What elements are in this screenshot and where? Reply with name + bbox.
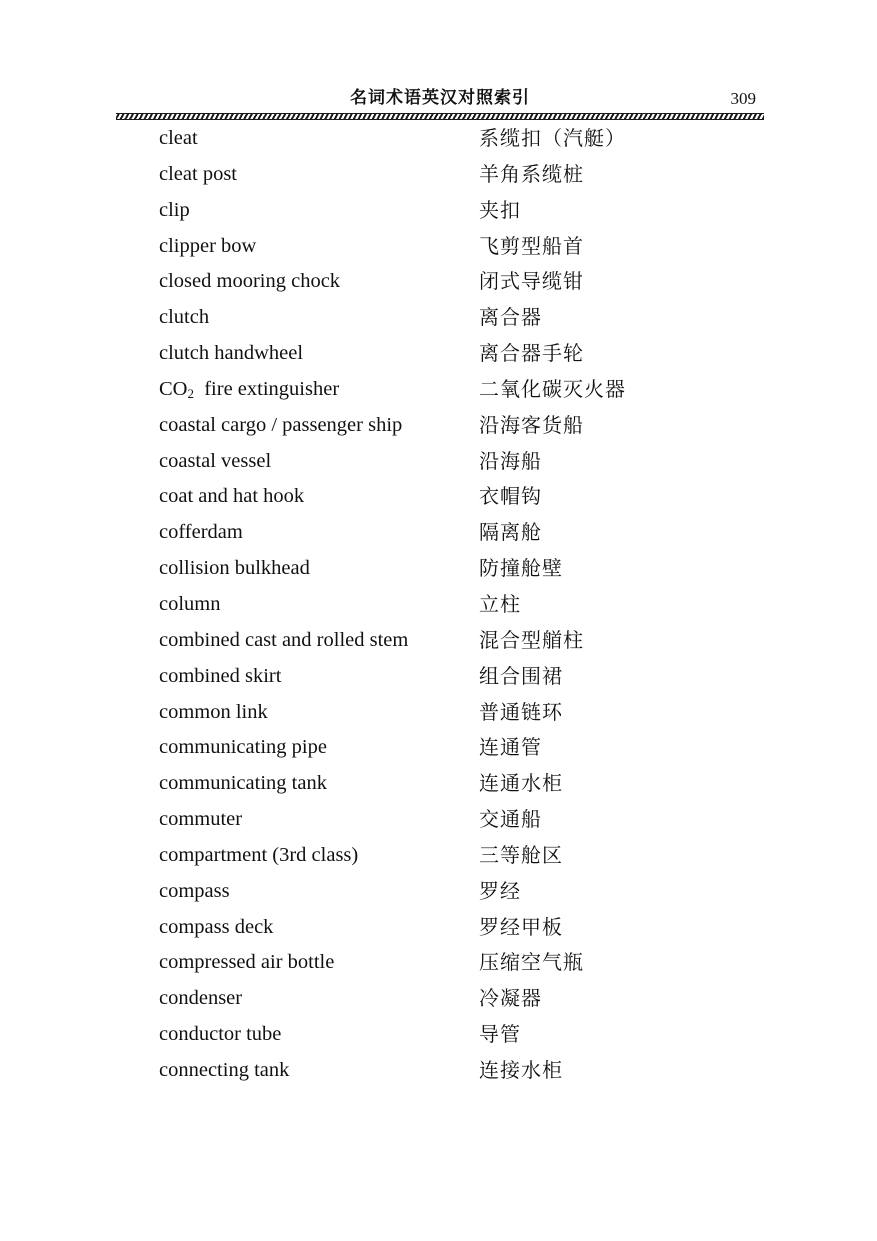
entry-term xyxy=(159,157,237,193)
entry-term-text: collision bulkhead xyxy=(159,557,310,580)
glossary-entry xyxy=(159,336,759,372)
glossary-entry xyxy=(159,193,759,229)
entry-translation: 混合型艏柱 xyxy=(479,627,584,652)
glossary-entry xyxy=(159,838,759,874)
entry-term xyxy=(159,623,408,659)
entry-term xyxy=(159,838,358,874)
entry-term-text: cleat xyxy=(159,127,198,149)
entry-translation: 连接水柜 xyxy=(479,1057,563,1082)
glossary-entry xyxy=(159,1053,759,1089)
entry-term-text: CO xyxy=(159,377,188,400)
entry-translation: 组合围裙 xyxy=(479,663,563,688)
entry-term xyxy=(159,659,281,695)
glossary-entry xyxy=(159,945,759,981)
entry-term-subscript: 2 xyxy=(187,385,194,401)
entry-term xyxy=(159,695,268,731)
entry-term xyxy=(159,372,339,408)
glossary-entry xyxy=(159,264,759,300)
page-number: 309 xyxy=(730,89,756,108)
glossary-entry-list xyxy=(159,121,759,1089)
entry-term-text: communicating tank xyxy=(159,772,327,795)
entry-term xyxy=(159,766,327,802)
glossary-entry xyxy=(159,229,759,265)
entry-term-text: common link xyxy=(159,700,268,723)
entry-term-text: combined cast and rolled stem xyxy=(159,628,409,651)
entry-term xyxy=(159,515,243,551)
entry-translation: 三等舱区 xyxy=(479,842,563,867)
entry-term xyxy=(159,408,402,444)
entry-translation: 立柱 xyxy=(479,591,521,616)
entry-term-text: cofferdam xyxy=(159,521,243,544)
running-title: 名词术语英汉对照索引 xyxy=(350,88,530,108)
entry-term xyxy=(159,444,271,480)
entry-term xyxy=(159,1053,289,1089)
entry-term-text: closed mooring chock xyxy=(159,270,341,293)
glossary-entry xyxy=(159,1017,759,1053)
entry-term xyxy=(159,874,230,910)
entry-term xyxy=(159,264,340,300)
page-header xyxy=(116,86,764,114)
entry-term xyxy=(159,587,221,623)
entry-term xyxy=(159,981,242,1017)
entry-translation: 羊角系缆桩 xyxy=(479,161,584,186)
glossary-entry xyxy=(159,659,759,695)
entry-translation: 飞剪型船首 xyxy=(479,233,584,258)
entry-term xyxy=(159,193,190,229)
entry-term-text: clipper bow xyxy=(159,234,257,257)
glossary-entry xyxy=(159,623,759,659)
glossary-entry xyxy=(159,910,759,946)
glossary-entry xyxy=(159,157,759,193)
entry-term-text: commuter xyxy=(159,808,243,831)
entry-term xyxy=(159,300,209,336)
glossary-entry xyxy=(159,981,759,1017)
entry-term-text: column xyxy=(159,592,221,615)
glossary-entry xyxy=(159,515,759,551)
entry-translation: 连通水柜 xyxy=(479,771,563,796)
entry-term-text: compressed air bottle xyxy=(159,951,335,974)
entry-term-text: coastal vessel xyxy=(159,449,272,472)
entry-term xyxy=(159,229,256,265)
entry-term-text: communicating pipe xyxy=(159,736,327,759)
entry-term-text: compass xyxy=(159,879,230,902)
entry-term xyxy=(159,336,303,372)
entry-translation: 防撞舱壁 xyxy=(479,556,563,581)
entry-term-text: condenser xyxy=(159,987,243,1010)
entry-term xyxy=(159,551,310,587)
entry-term xyxy=(159,802,242,838)
entry-term xyxy=(159,1017,281,1053)
entry-translation: 罗经甲板 xyxy=(479,914,563,939)
entry-translation: 交通船 xyxy=(479,807,542,832)
glossary-entry xyxy=(159,730,759,766)
glossary-entry xyxy=(159,300,759,336)
glossary-entry xyxy=(159,766,759,802)
entry-term-text: coastal cargo / passenger ship xyxy=(159,413,403,436)
header-rule xyxy=(116,113,764,120)
entry-translation: 冷凝器 xyxy=(479,986,542,1011)
glossary-entry xyxy=(159,372,759,408)
entry-translation: 衣帽钩 xyxy=(479,484,542,509)
entry-translation: 连通管 xyxy=(479,735,542,760)
entry-term-text: combined skirt xyxy=(159,664,282,687)
entry-term-text: cleat post xyxy=(159,162,237,185)
glossary-entry xyxy=(159,479,759,515)
entry-term-text: conductor tube xyxy=(159,1023,282,1046)
entry-term xyxy=(159,945,334,981)
glossary-entry xyxy=(159,408,759,444)
entry-term-text: coat and hat hook xyxy=(159,485,305,508)
entry-term-text: compass deck xyxy=(159,915,274,938)
glossary-entry xyxy=(159,802,759,838)
entry-translation: 罗经 xyxy=(479,878,521,903)
entry-translation: 闭式导缆钳 xyxy=(479,269,584,294)
glossary-entry xyxy=(159,874,759,910)
glossary-entry xyxy=(159,695,759,731)
glossary-entry xyxy=(159,121,759,157)
entry-term-text: clutch xyxy=(159,306,210,329)
entry-term xyxy=(159,730,327,766)
glossary-entry xyxy=(159,444,759,480)
entry-term xyxy=(159,121,198,157)
entry-translation: 离合器手轮 xyxy=(479,341,584,366)
entry-term-text: connecting tank xyxy=(159,1058,290,1081)
entry-translation: 沿海船 xyxy=(479,448,542,473)
entry-translation: 系缆扣（汽艇） xyxy=(479,126,626,150)
entry-translation: 离合器 xyxy=(479,305,542,330)
entry-term-text: clutch handwheel xyxy=(159,342,304,365)
entry-translation: 导管 xyxy=(479,1022,521,1047)
glossary-entry xyxy=(159,587,759,623)
entry-term-text-after: fire extinguisher xyxy=(193,377,340,400)
glossary-entry xyxy=(159,551,759,587)
entry-term-text: clip xyxy=(159,198,190,221)
entry-term-text: compartment (3rd class) xyxy=(159,843,359,866)
entry-translation: 沿海客货船 xyxy=(479,412,584,437)
entry-term xyxy=(159,479,304,515)
entry-translation: 压缩空气瓶 xyxy=(479,950,584,975)
entry-translation: 夹扣 xyxy=(479,197,521,222)
entry-term xyxy=(159,910,273,946)
entry-translation: 普通链环 xyxy=(479,699,563,724)
entry-translation: 二氧化碳灭火器 xyxy=(479,376,626,401)
entry-translation: 隔离舱 xyxy=(479,520,542,545)
